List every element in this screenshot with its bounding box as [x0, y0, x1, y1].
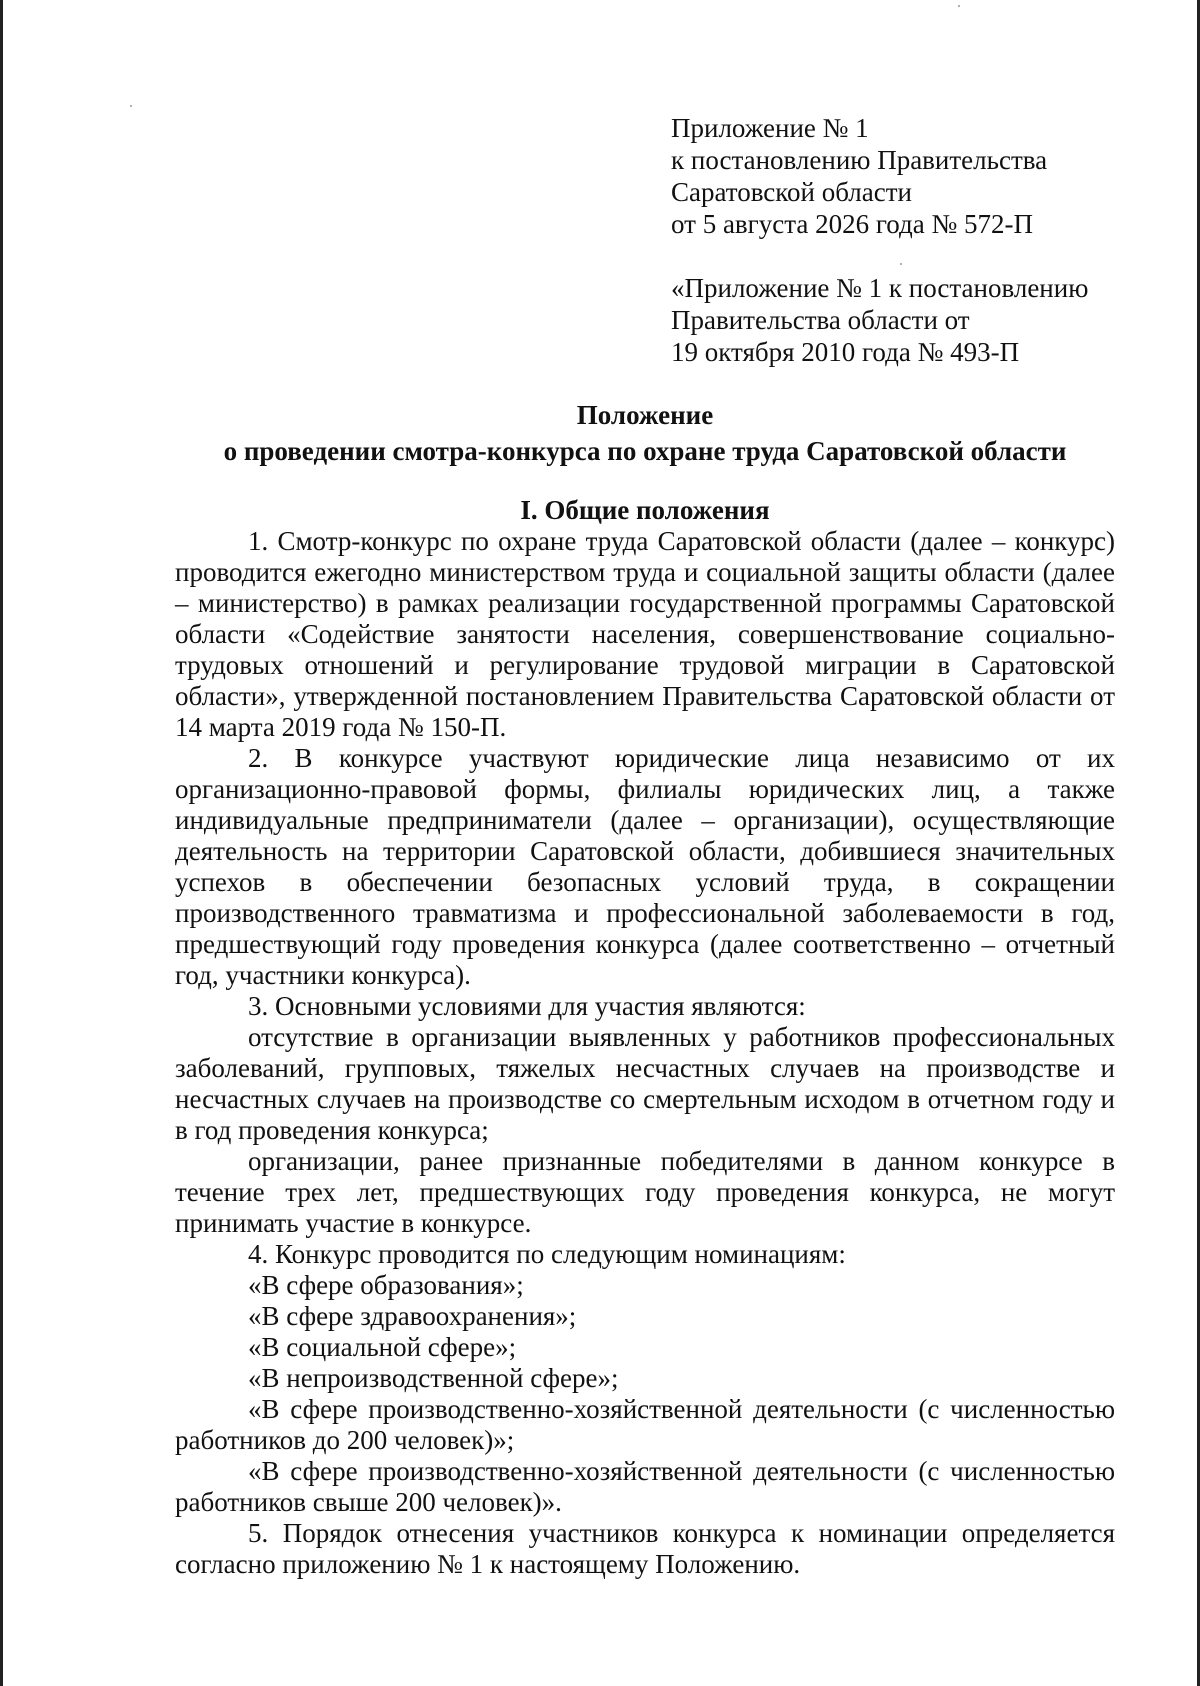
title-line: Положение	[576, 400, 714, 430]
paragraph: отсутствие в организации выявленных у работников профессиональных заболеваний, групповых, тяжелых несчастных случаев на производстве и несчастных случаев на производстве со смертельным исходом в отчетном году и в год проведения конкурса;	[175, 1022, 1115, 1145]
scan-speck	[130, 105, 132, 107]
annex-block	[671, 112, 1151, 368]
nomination-item: «В сфере образования»;	[248, 1270, 524, 1300]
nomination-item: «В сфере производственно-хозяйственной деятельности (с численностью работников свыше 200 человек)».	[175, 1456, 1115, 1517]
scan-speck	[958, 5, 960, 7]
annex-line: от 5 августа 2026 года № 572-П	[671, 209, 1033, 239]
nomination-item: «В социальной сфере»;	[248, 1332, 517, 1362]
nomination-item: «В сфере здравоохранения»;	[248, 1301, 577, 1331]
nomination-item: «В непроизводственной сфере»;	[248, 1363, 619, 1393]
annex-quote-line: Правительства области от	[671, 305, 970, 335]
document-title	[175, 397, 1115, 469]
paragraph: 5. Порядок отнесения участников конкурса к номинации определяется согласно приложению № 1 к настоящему Положению.	[175, 1518, 1115, 1579]
annex-line: Приложение № 1	[671, 113, 869, 143]
paragraph: 4. Конкурс проводится по следующим номинациям:	[248, 1239, 846, 1269]
paragraph: 1. Смотр-конкурс по охране труда Саратовской области (далее – конкурс) проводится ежегодно министерством труда и социальной защиты области (далее – министерство) в рамках реализации государственной программы Саратовской области «Содействие занятости населения, совершенствование социально-трудовых отношений и регулирование трудовой миграции в Саратовской области», утвержденной постановлением Правительства Саратовской области от 14 марта 2019 года № 150-П.	[175, 526, 1115, 742]
paragraph: 2. В конкурсе участвуют юридические лица независимо от их организационно-правовой формы, филиалы юридических лиц, а также индивидуальные предприниматели (далее – организации), осуществляющие деятельность на территории Саратовской области, добившиеся значительных успехов в обеспечении безопасных условий труда, в сокращении производственного травматизма и профессиональной заболеваемости в год, предшествующий году проведения конкурса (далее соответственно – отчетный год, участники конкурса).	[175, 743, 1115, 990]
nomination-item: «В сфере производственно-хозяйственной деятельности (с численностью работников до 200 человек)»;	[175, 1394, 1115, 1455]
annex-line: к постановлению Правительства	[671, 145, 1048, 175]
document-body	[175, 495, 1115, 1580]
section-heading: I. Общие положения	[520, 495, 770, 525]
title-line: о проведении смотра-конкурса по охране труда Саратовской области	[223, 436, 1067, 466]
annex-quote-line: «Приложение № 1 к постановлению	[671, 273, 1089, 303]
annex-line: Саратовской области	[671, 177, 912, 207]
annex-quote-line: 19 октября 2010 года № 493-П	[671, 337, 1020, 367]
paragraph: 3. Основными условиями для участия являются:	[248, 991, 806, 1021]
paragraph: организации, ранее признанные победителями в данном конкурсе в течение трех лет, предшествующих году проведения конкурса, не могут принимать участие в конкурсе.	[175, 1146, 1115, 1238]
